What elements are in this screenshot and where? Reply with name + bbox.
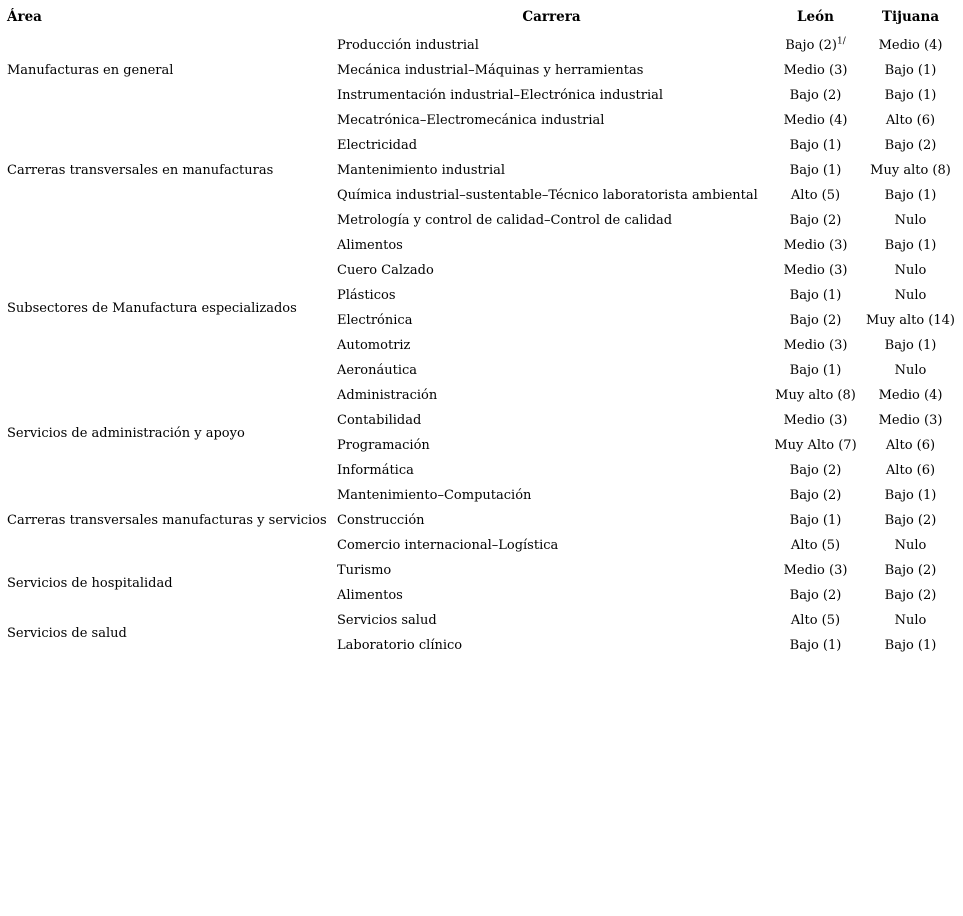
demand-level: Bajo (2) [785, 38, 837, 53]
tijuana-value-cell: Alto (6) [885, 113, 936, 128]
carrera-cell: Servicios salud [337, 613, 437, 628]
leon-value-cell: Bajo (1) [789, 638, 842, 653]
leon-value-cell: Bajo (2) [789, 588, 842, 603]
leon-value-cell: Bajo (1) [789, 363, 842, 378]
tijuana-value-cell: Alto (6) [885, 463, 936, 478]
leon-value-cell [773, 33, 858, 58]
leon-value-cell: Bajo (1) [789, 138, 842, 153]
carrera-cell: Mantenimiento industrial [337, 163, 506, 178]
carrera-cell: Mecánica industrial–Máquinas y herramientas [337, 63, 644, 78]
leon-value-cell: Bajo (2) [789, 213, 842, 228]
table-row [0, 383, 963, 408]
area-cell: Carreras transversales manufacturas y servicios [7, 513, 327, 528]
carrera-cell: Turismo [337, 563, 392, 578]
carrera-cell: Alimentos [337, 238, 403, 253]
leon-value-cell: Medio (3) [783, 263, 848, 278]
leon-value-cell: Medio (3) [783, 63, 848, 78]
leon-value-cell: Alto (5) [790, 538, 841, 553]
tijuana-value-cell: Nulo [894, 613, 927, 628]
tijuana-value-cell: Bajo (1) [884, 63, 937, 78]
table-row [0, 233, 963, 258]
carrera-cell: Contabilidad [337, 413, 422, 428]
carrera-cell: Alimentos [337, 588, 403, 603]
area-cell: Servicios de administración y apoyo [7, 425, 245, 441]
leon-value-cell: Bajo (1) [789, 513, 842, 528]
leon-value-cell: Medio (3) [783, 338, 848, 353]
leon-value-cell: Bajo (2) [789, 463, 842, 478]
table-row [0, 33, 963, 58]
carrera-cell: Comercio internacional–Logística [337, 538, 559, 553]
leon-value-cell: Alto (5) [790, 188, 841, 203]
carrera-cell: Laboratorio clínico [337, 638, 463, 653]
carrera-cell: Plásticos [337, 288, 396, 303]
area-cell: Manufacturas en general [7, 63, 174, 78]
area-cell: Servicios de hospitalidad [7, 575, 173, 591]
header-area: Área [7, 8, 42, 25]
leon-value-cell: Medio (3) [783, 238, 848, 253]
leon-value-cell: Medio (3) [783, 563, 848, 578]
tijuana-value-cell: Medio (4) [878, 388, 943, 403]
carrera-cell: Programación [337, 438, 430, 453]
leon-value-cell: Bajo (1) [789, 288, 842, 303]
tijuana-value-cell: Bajo (1) [884, 638, 937, 653]
carrera-cell: Mantenimiento–Computación [337, 488, 532, 503]
table-row [0, 108, 963, 133]
tijuana-value-cell: Bajo (2) [884, 138, 937, 153]
leon-value-cell: Alto (5) [790, 613, 841, 628]
leon-value-cell: Medio (3) [783, 413, 848, 428]
tijuana-value-cell: Bajo (1) [884, 338, 937, 353]
area-cell: Servicios de salud [7, 625, 127, 641]
header-carrera: Carrera [522, 8, 581, 25]
footnote-marker: 1/ [836, 36, 846, 47]
tijuana-value-cell: Bajo (2) [884, 513, 937, 528]
tijuana-value-cell: Bajo (2) [884, 563, 937, 578]
tijuana-value-cell: Nulo [894, 213, 927, 228]
table-row [0, 483, 963, 508]
tijuana-value-cell: Medio (3) [878, 413, 943, 428]
carrera-cell: Electrónica [337, 313, 413, 328]
tijuana-value-cell: Alto (6) [885, 438, 936, 453]
carrera-cell: Administración [337, 388, 438, 403]
tijuana-value-cell: Bajo (1) [884, 188, 937, 203]
leon-value-cell: Bajo (2) [789, 88, 842, 103]
area-cell: Subsectores de Manufactura especializados [7, 300, 297, 316]
leon-value-cell: Medio (4) [783, 113, 848, 128]
leon-value-cell: Muy Alto (7) [774, 438, 857, 453]
carrera-cell: Mecatrónica–Electromecánica industrial [337, 113, 605, 128]
tijuana-value-cell: Muy alto (14) [866, 313, 955, 328]
tijuana-value-cell: Nulo [894, 288, 927, 303]
carrera-cell: Producción industrial [337, 38, 479, 53]
tijuana-value-cell: Bajo (1) [884, 88, 937, 103]
carrera-cell: Metrología y control de calidad–Control de calidad [337, 213, 673, 228]
carrera-cell: Química industrial–sustentable–Técnico laboratorista ambiental [337, 188, 758, 203]
header-leon: León [797, 8, 834, 25]
tijuana-value-cell: Nulo [894, 538, 927, 553]
carrera-cell: Automotriz [337, 338, 411, 353]
header-row [0, 0, 963, 33]
carrera-cell: Electricidad [337, 138, 418, 153]
tijuana-value-cell: Medio (4) [878, 38, 943, 53]
tijuana-value-cell: Bajo (1) [884, 488, 937, 503]
carrera-cell: Construcción [337, 513, 425, 528]
carrera-cell: Aeronáutica [337, 363, 418, 378]
leon-value-cell: Bajo (2) [789, 488, 842, 503]
header-tijuana: Tijuana [881, 8, 940, 25]
carrera-cell: Instrumentación industrial–Electrónica industrial [337, 88, 664, 103]
area-cell: Carreras transversales en manufacturas [7, 163, 274, 178]
tijuana-value-cell: Muy alto (8) [870, 163, 951, 178]
carrera-cell: Cuero Calzado [337, 263, 434, 278]
leon-value-cell: Bajo (1) [789, 163, 842, 178]
tijuana-value-cell: Bajo (2) [884, 588, 937, 603]
tijuana-value-cell: Nulo [894, 363, 927, 378]
tijuana-value-cell: Bajo (1) [884, 238, 937, 253]
table-row [0, 608, 963, 633]
leon-value-cell: Bajo (2) [789, 313, 842, 328]
tijuana-value-cell: Nulo [894, 263, 927, 278]
carrera-cell: Informática [337, 463, 414, 478]
table-row [0, 558, 963, 583]
leon-value-cell: Muy alto (8) [775, 388, 856, 403]
